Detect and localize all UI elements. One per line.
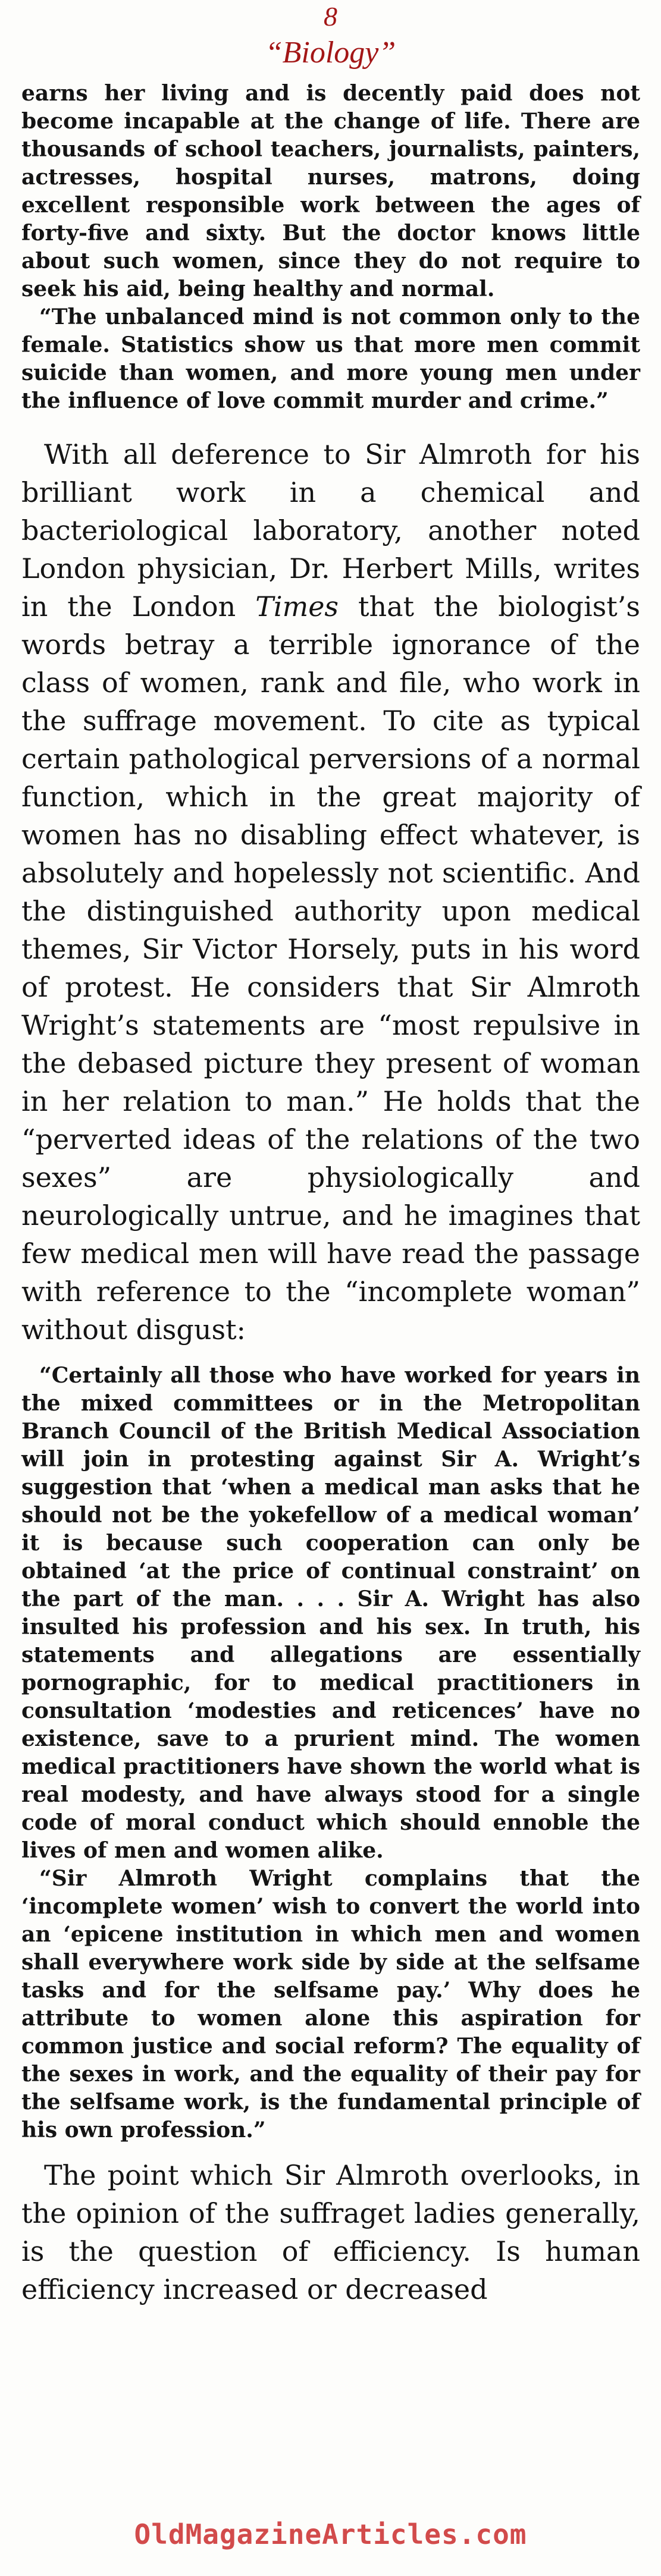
page-title: “Biology” [265,36,396,70]
times-title: Times [255,590,339,623]
page-number: 8 [324,1,337,32]
article-column [21,80,640,2308]
quote-two-paragraph-1: “Certainly all those who have worked for years in the mixed committees or in the Metropolitan Branch Council of the British Medical Association will join in protesting against Sir A. Wright’s suggestion that ‘when a medical man asks that he should not be the yokefellow of a medical woman’ it is because such cooperation can only be obtained ‘at the price of continual constraint’ on the part of the man. . . . Sir A. Wright has also insulted his profession and his sex. In truth, his statements and allegations are essentially pornographic, for to medical practitioners in consultation ‘modesties and reticences’ have no existence, save to a prurient mind. The women medical practitioners have shown the world what is real modesty, and have always stood for a single code of moral conduct which should ennoble the lives of men and women alike. [21,1363,640,1863]
quote-one-paragraph-2: “The unbalanced mind is not common only to the female. Statistics show us that more men commit suicide than women, and more young men under the influence of love commit murder and crime.” [21,304,640,413]
quote-one-paragraph-1: earns her living and is decently paid does not become incapable at the change of life. There are thousands of school teachers, journalists, painters, actresses, hospital nurses, matrons, doing excellent responsible work between the ages of forty-five and sixty. But the doctor knows little about such women, since they do not require to seek his aid, being healthy and normal. [21,81,640,301]
body-one-text-after: that the biologist’s words betray a terrible ignorance of the class of women, rank and file, who work in the suffrage movement. To cite as typical certain pathological perversions of a normal function, which in the great majority of women has no disabling effect whatever, is absolutely and hopelessly not scientific. And the distinguished authority upon medical themes, Sir Victor Horsely, puts in his word of protest. He considers that Sir Almroth Wright’s statements are “most repulsive in the debased picture they present of woman in her relation to man.” He holds that the “perverted ideas of the relations of the two sexes” are physiologically and neurologically untrue, and he imagines that few medical men will have read the passage with reference to the “incomplete woman” without disgust: [21,590,641,1346]
quote-two-paragraph-2: “Sir Almroth Wright complains that the ‘incomplete women’ wish to convert the world into an ‘epicene institution in which men and women shall everywhere work side by side at the selfsame tasks and for the selfsame pay.’ Why does he attribute to women alone this aspiration for common justice and social reform? The equality of the sexes in work, and the equality of their pay for the selfsame work, is the fundamental principle of his own profession.” [21,1866,640,2143]
body-paragraph-one [21,435,640,1349]
quoted-passage-one [21,80,640,415]
body-one-text: With all deference to Sir Almroth for his brilliant work in a chemical and bacteriological laboratory, another noted London physician, Dr. Herbert Mills, writes in the London [21,438,640,623]
watermark-footer[interactable]: OldMagazineArticles.com [134,2518,527,2550]
body-paragraph-two: The point which Sir Almroth overlooks, in the opinion of the suffraget ladies generally, is the question of efficiency. Is human efficiency increased or decreased [21,2159,640,2305]
quoted-passage-two [21,1362,640,2144]
